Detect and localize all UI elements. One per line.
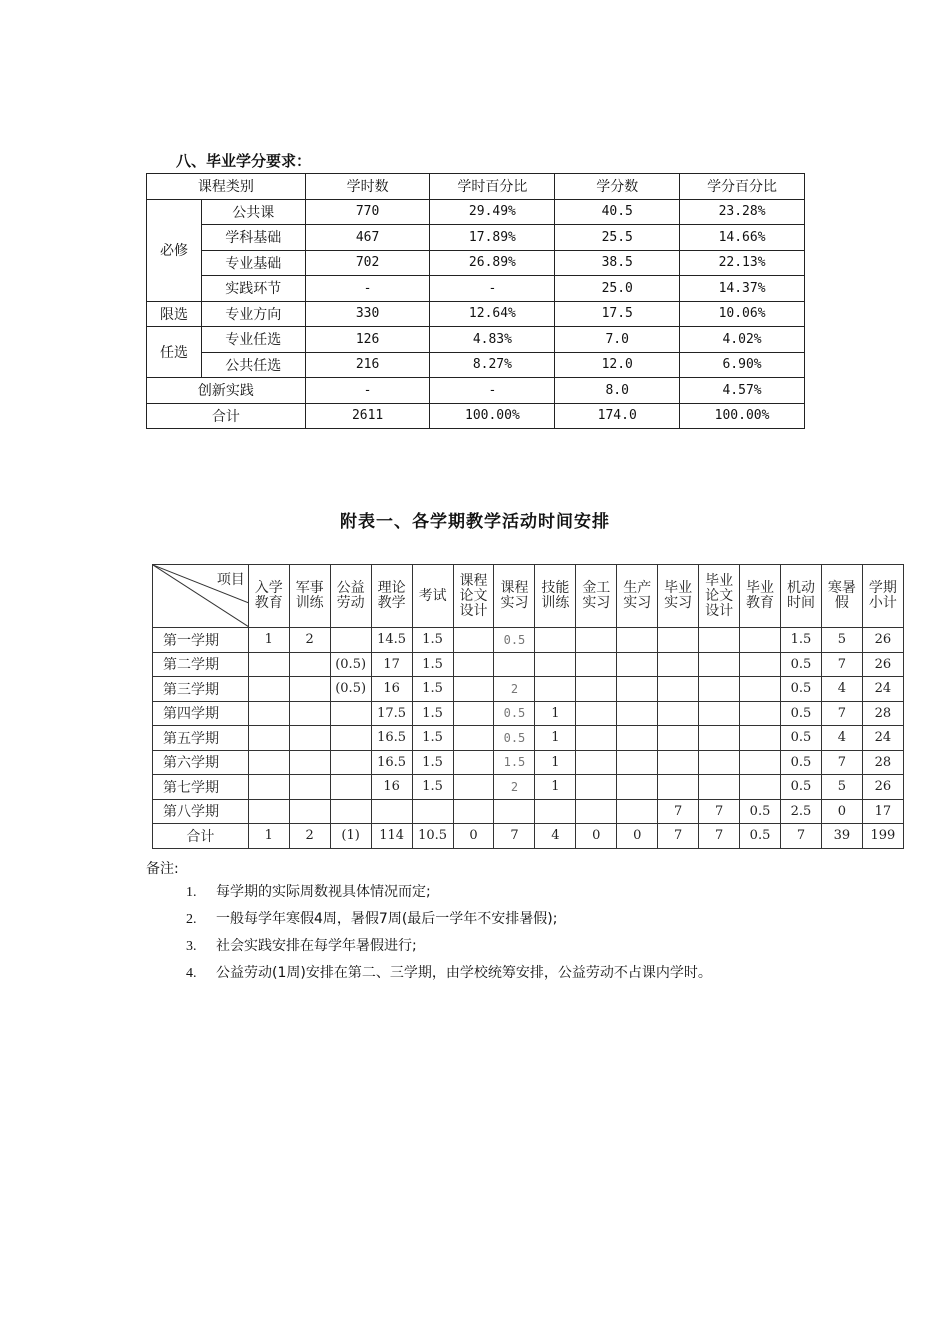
schedule-row [153, 652, 904, 677]
schedule-cell [248, 701, 289, 726]
column-header-line: 入学 [254, 580, 283, 596]
schedule-cell [658, 750, 699, 775]
diagonal-header-cell [153, 565, 249, 628]
schedule-cell [453, 726, 494, 751]
schedule-column-header [780, 565, 821, 628]
schedule-cell [576, 677, 617, 702]
notes-title: 备注: [146, 861, 179, 877]
schedule-cell: 5 [821, 628, 862, 653]
schedule-cell [535, 677, 576, 702]
schedule-column-header [821, 565, 862, 628]
credit-value-cell: - [430, 378, 555, 404]
schedule-cell: 16.5 [371, 726, 412, 751]
schedule-cell [289, 677, 330, 702]
schedule-cell [535, 628, 576, 653]
column-header-line: 金工 [582, 580, 611, 596]
schedule-cell [330, 775, 371, 800]
schedule-cell: 0.5 [494, 726, 535, 751]
schedule-column-header [494, 565, 535, 628]
note-item [186, 909, 712, 936]
schedule-cell: 1.5 [412, 750, 453, 775]
schedule-cell: 1.5 [412, 726, 453, 751]
credit-value-cell: 14.66% [680, 225, 805, 251]
credit-value-cell: 4.02% [680, 327, 805, 353]
schedule-cell [330, 701, 371, 726]
schedule-cell: 26 [862, 652, 903, 677]
schedule-cell [453, 701, 494, 726]
schedule-total-cell: 39 [821, 824, 862, 849]
note-text: 公益劳动(1周)安排在第二、三学期，由学校统筹安排，公益劳动不占课内学时。 [216, 965, 712, 981]
schedule-cell [248, 726, 289, 751]
note-item [186, 882, 712, 909]
semester-label: 第六学期 [153, 750, 249, 775]
credit-value-cell: 14.37% [680, 276, 805, 302]
schedule-cell [412, 799, 453, 824]
credit-innovation-row [147, 378, 805, 404]
credit-label-cell: 创新实践 [147, 378, 306, 404]
schedule-cell [453, 750, 494, 775]
credit-row [147, 250, 805, 276]
schedule-cell: 28 [862, 750, 903, 775]
credit-value-cell: 126 [305, 327, 430, 353]
schedule-cell: 16.5 [371, 750, 412, 775]
schedule-cell [740, 701, 781, 726]
schedule-cell: 0.5 [740, 799, 781, 824]
credit-value-cell: 100.00% [680, 403, 805, 429]
schedule-cell [330, 726, 371, 751]
column-header-line: 教育 [254, 595, 283, 611]
credit-value-cell: 10.06% [680, 301, 805, 327]
credit-row [147, 301, 805, 327]
credit-value-cell: 25.0 [555, 276, 680, 302]
schedule-cell: 16 [371, 677, 412, 702]
schedule-cell [658, 628, 699, 653]
column-header-line: 设计 [705, 602, 734, 619]
schedule-cell [248, 799, 289, 824]
credit-value-cell: 7.0 [555, 327, 680, 353]
schedule-cell [699, 628, 740, 653]
schedule-cell [248, 750, 289, 775]
column-header-line: 训练 [295, 595, 324, 611]
column-header-line: 假 [834, 595, 849, 611]
schedule-row [153, 750, 904, 775]
schedule-total-cell: 7 [780, 824, 821, 849]
schedule-column-header [617, 565, 658, 628]
credit-header-cell: 课程类别 [147, 174, 306, 200]
schedule-row [153, 799, 904, 824]
schedule-total-label: 合计 [153, 824, 249, 849]
schedule-column-header [535, 565, 576, 628]
credit-subcategory-cell: 专业任选 [201, 327, 305, 353]
column-header-line: 生产 [623, 580, 652, 596]
schedule-total-cell: 7 [494, 824, 535, 849]
schedule-cell [330, 799, 371, 824]
credit-value-cell: 22.13% [680, 250, 805, 276]
credit-subcategory-cell: 学科基础 [201, 225, 305, 251]
column-header-line: 实习 [582, 595, 611, 611]
schedule-column-header [371, 565, 412, 628]
schedule-cell: 1.5 [412, 775, 453, 800]
schedule-cell: 7 [821, 652, 862, 677]
column-header-line: 论文 [705, 587, 734, 604]
schedule-column-header [699, 565, 740, 628]
schedule-row [153, 701, 904, 726]
schedule-cell [289, 726, 330, 751]
schedule-cell: 0.5 [780, 750, 821, 775]
note-item [186, 936, 712, 963]
schedule-cell [699, 775, 740, 800]
schedule-cell [576, 726, 617, 751]
schedule-cell: 2 [289, 628, 330, 653]
schedule-cell [371, 799, 412, 824]
note-item [186, 963, 712, 990]
column-header-line: 课程 [459, 572, 488, 589]
column-header-line: 毕业 [746, 580, 775, 596]
credit-requirements-table [146, 173, 805, 429]
schedule-cell: 1 [248, 628, 289, 653]
credit-row [147, 327, 805, 353]
note-number: 1. [186, 885, 197, 900]
schedule-cell: 4 [821, 726, 862, 751]
schedule-cell [658, 775, 699, 800]
schedule-cell [617, 750, 658, 775]
column-header-line: 劳动 [336, 595, 365, 611]
schedule-total-row [153, 824, 904, 849]
column-header-line: 寒暑 [827, 580, 856, 596]
schedule-cell: 5 [821, 775, 862, 800]
schedule-cell [289, 799, 330, 824]
credit-value-cell: 23.28% [680, 199, 805, 225]
schedule-cell [740, 750, 781, 775]
column-header-line: 教学 [377, 595, 406, 611]
semester-label: 第一学期 [153, 628, 249, 653]
schedule-cell: 1.5 [494, 750, 535, 775]
credit-label-cell: 合计 [147, 403, 306, 429]
schedule-cell: 2 [494, 677, 535, 702]
credit-subcategory-cell: 公共课 [201, 199, 305, 225]
schedule-cell: 1 [535, 750, 576, 775]
credit-value-cell: 25.5 [555, 225, 680, 251]
schedule-cell: 16 [371, 775, 412, 800]
semester-label: 第七学期 [153, 775, 249, 800]
schedule-cell [453, 799, 494, 824]
schedule-cell: 1.5 [780, 628, 821, 653]
credit-group-cell: 必修 [147, 199, 202, 301]
credit-header-row [147, 174, 805, 200]
schedule-cell [453, 652, 494, 677]
credit-subcategory-cell: 实践环节 [201, 276, 305, 302]
credit-header-cell: 学分数 [555, 174, 680, 200]
column-header-line: 技能 [541, 580, 570, 596]
schedule-column-header [453, 565, 494, 628]
column-header-line: 学期 [868, 580, 897, 596]
schedule-cell: 24 [862, 677, 903, 702]
credit-value-cell: 216 [305, 352, 430, 378]
schedule-cell: 7 [699, 799, 740, 824]
schedule-cell [617, 726, 658, 751]
credit-value-cell: 40.5 [555, 199, 680, 225]
schedule-cell: (0.5) [330, 652, 371, 677]
schedule-cell [248, 677, 289, 702]
schedule-cell: 0 [821, 799, 862, 824]
schedule-total-cell: 199 [862, 824, 903, 849]
schedule-cell [740, 726, 781, 751]
schedule-column-header [412, 565, 453, 628]
column-header-line: 训练 [541, 595, 570, 611]
schedule-total-cell: 0 [576, 824, 617, 849]
semester-label: 第二学期 [153, 652, 249, 677]
schedule-cell [576, 701, 617, 726]
column-header-line: 时间 [786, 595, 815, 611]
schedule-cell: (0.5) [330, 677, 371, 702]
schedule-cell [535, 799, 576, 824]
column-header-line: 设计 [459, 602, 488, 619]
schedule-row [153, 677, 904, 702]
credit-value-cell: 702 [305, 250, 430, 276]
schedule-cell: 1.5 [412, 701, 453, 726]
schedule-cell [699, 701, 740, 726]
note-text: 一般每学年寒假4周，暑假7周(最后一学年不安排暑假); [216, 911, 558, 927]
credit-row [147, 225, 805, 251]
schedule-cell [617, 775, 658, 800]
semester-label: 第四学期 [153, 701, 249, 726]
column-header-line: 课程 [500, 580, 529, 596]
credit-value-cell: 467 [305, 225, 430, 251]
schedule-total-cell: 7 [699, 824, 740, 849]
credit-value-cell: 4.83% [430, 327, 555, 353]
schedule-total-cell: 7 [658, 824, 699, 849]
schedule-total-cell: 114 [371, 824, 412, 849]
schedule-cell: 0.5 [780, 652, 821, 677]
schedule-total-cell: 4 [535, 824, 576, 849]
schedule-cell [248, 652, 289, 677]
schedule-column-header [248, 565, 289, 628]
credit-row [147, 199, 805, 225]
credit-value-cell: 8.0 [555, 378, 680, 404]
schedule-cell [658, 726, 699, 751]
schedule-cell [617, 701, 658, 726]
column-header-line: 毕业 [664, 580, 693, 596]
credit-value-cell: 12.0 [555, 352, 680, 378]
credit-value-cell: 2611 [305, 403, 430, 429]
schedule-cell: 1 [535, 701, 576, 726]
schedule-cell: 26 [862, 628, 903, 653]
schedule-column-header [289, 565, 330, 628]
semester-label: 第五学期 [153, 726, 249, 751]
column-header-line: 实习 [664, 595, 693, 611]
schedule-cell: 7 [821, 750, 862, 775]
schedule-cell: 7 [658, 799, 699, 824]
schedule-cell: 24 [862, 726, 903, 751]
schedule-cell [658, 701, 699, 726]
schedule-row [153, 628, 904, 653]
column-header-line: 毕业 [705, 572, 734, 589]
schedule-cell: 2 [494, 775, 535, 800]
credit-group-cell: 限选 [147, 301, 202, 327]
column-header-line: 公益 [336, 580, 365, 596]
schedule-cell [658, 677, 699, 702]
schedule-cell [289, 652, 330, 677]
schedule-cell: 17 [371, 652, 412, 677]
schedule-cell [658, 652, 699, 677]
schedule-total-cell: 0 [617, 824, 658, 849]
credit-value-cell: 26.89% [430, 250, 555, 276]
schedule-cell: 1 [535, 726, 576, 751]
schedule-cell: 1 [535, 775, 576, 800]
credit-header-cell: 学分百分比 [680, 174, 805, 200]
schedule-column-header [862, 565, 903, 628]
column-header-line: 军事 [295, 580, 324, 596]
credit-value-cell: - [430, 276, 555, 302]
schedule-cell [576, 775, 617, 800]
schedule-cell [289, 701, 330, 726]
schedule-total-cell: 10.5 [412, 824, 453, 849]
semester-label: 第三学期 [153, 677, 249, 702]
schedule-cell [576, 628, 617, 653]
column-header-line: 机动 [786, 580, 815, 596]
semester-label: 第八学期 [153, 799, 249, 824]
schedule-cell: 17 [862, 799, 903, 824]
schedule-cell [617, 628, 658, 653]
schedule-column-header [658, 565, 699, 628]
credit-subcategory-cell: 公共任选 [201, 352, 305, 378]
column-header-line: 实习 [500, 595, 529, 611]
schedule-cell: 17.5 [371, 701, 412, 726]
credit-group-cell: 任选 [147, 327, 202, 378]
credit-header-cell: 学时数 [305, 174, 430, 200]
schedule-column-header [740, 565, 781, 628]
schedule-cell [535, 652, 576, 677]
schedule-cell [453, 677, 494, 702]
credit-value-cell: 4.57% [680, 378, 805, 404]
credit-value-cell: 8.27% [430, 352, 555, 378]
schedule-cell: 2.5 [780, 799, 821, 824]
schedule-cell [740, 677, 781, 702]
schedule-cell: 0.5 [780, 677, 821, 702]
schedule-cell [576, 799, 617, 824]
credit-header-cell: 学时百分比 [430, 174, 555, 200]
schedule-cell [699, 726, 740, 751]
schedule-cell [740, 628, 781, 653]
notes-list [186, 882, 712, 990]
note-number: 4. [186, 966, 197, 981]
schedule-cell [699, 750, 740, 775]
credit-value-cell: - [305, 276, 430, 302]
schedule-cell [576, 652, 617, 677]
note-number: 3. [186, 939, 197, 954]
schedule-row [153, 726, 904, 751]
credit-value-cell: 29.49% [430, 199, 555, 225]
schedule-total-cell: (1) [330, 824, 371, 849]
schedule-cell [330, 628, 371, 653]
schedule-cell: 0.5 [780, 726, 821, 751]
schedule-cell [494, 799, 535, 824]
column-header-line: 考试 [418, 587, 447, 604]
column-header-line: 小计 [868, 595, 897, 611]
schedule-cell [289, 750, 330, 775]
schedule-total-cell: 1 [248, 824, 289, 849]
schedule-total-cell: 2 [289, 824, 330, 849]
schedule-cell [617, 652, 658, 677]
schedule-cell [740, 775, 781, 800]
credit-value-cell: 17.5 [555, 301, 680, 327]
schedule-cell: 14.5 [371, 628, 412, 653]
credit-subcategory-cell: 专业方向 [201, 301, 305, 327]
schedule-column-header [330, 565, 371, 628]
column-header-line: 教育 [746, 595, 775, 611]
schedule-cell: 1.5 [412, 677, 453, 702]
schedule-cell: 0.5 [494, 628, 535, 653]
credit-value-cell: 770 [305, 199, 430, 225]
schedule-cell: 7 [821, 701, 862, 726]
schedule-cell: 28 [862, 701, 903, 726]
credit-value-cell: 6.90% [680, 352, 805, 378]
column-header-line: 理论 [377, 580, 406, 596]
column-header-line: 论文 [459, 587, 488, 604]
note-text: 社会实践安排在每学年暑假进行; [216, 938, 417, 954]
section-title: 八、毕业学分要求： [176, 152, 312, 170]
schedule-cell [289, 775, 330, 800]
corner-label: 项目 [216, 572, 245, 588]
credit-value-cell: 100.00% [430, 403, 555, 429]
schedule-cell [576, 750, 617, 775]
credit-value-cell: - [305, 378, 430, 404]
note-number: 2. [186, 912, 197, 927]
credit-value-cell: 330 [305, 301, 430, 327]
schedule-column-header [576, 565, 617, 628]
schedule-cell: 1.5 [412, 628, 453, 653]
schedule-cell [617, 677, 658, 702]
semester-schedule-table [152, 564, 904, 849]
schedule-cell [494, 652, 535, 677]
schedule-cell [699, 677, 740, 702]
schedule-title: 附表一、各学期教学活动时间安排 [340, 512, 610, 532]
schedule-cell: 26 [862, 775, 903, 800]
schedule-cell: 0.5 [780, 701, 821, 726]
schedule-cell [617, 799, 658, 824]
credit-row [147, 276, 805, 302]
schedule-cell [453, 628, 494, 653]
schedule-cell [453, 775, 494, 800]
column-header-line: 实习 [623, 595, 652, 611]
schedule-cell [699, 652, 740, 677]
schedule-cell [248, 775, 289, 800]
schedule-cell: 1.5 [412, 652, 453, 677]
schedule-total-cell: 0.5 [740, 824, 781, 849]
schedule-cell [740, 652, 781, 677]
credit-subcategory-cell: 专业基础 [201, 250, 305, 276]
credit-value-cell: 174.0 [555, 403, 680, 429]
schedule-cell [330, 750, 371, 775]
credit-value-cell: 12.64% [430, 301, 555, 327]
schedule-cell: 0.5 [780, 775, 821, 800]
schedule-cell: 4 [821, 677, 862, 702]
schedule-cell: 0.5 [494, 701, 535, 726]
schedule-row [153, 775, 904, 800]
credit-total-row [147, 403, 805, 429]
note-text: 每学期的实际周数视具体情况而定; [216, 884, 431, 900]
credit-value-cell: 38.5 [555, 250, 680, 276]
credit-row [147, 352, 805, 378]
schedule-total-cell: 0 [453, 824, 494, 849]
credit-value-cell: 17.89% [430, 225, 555, 251]
